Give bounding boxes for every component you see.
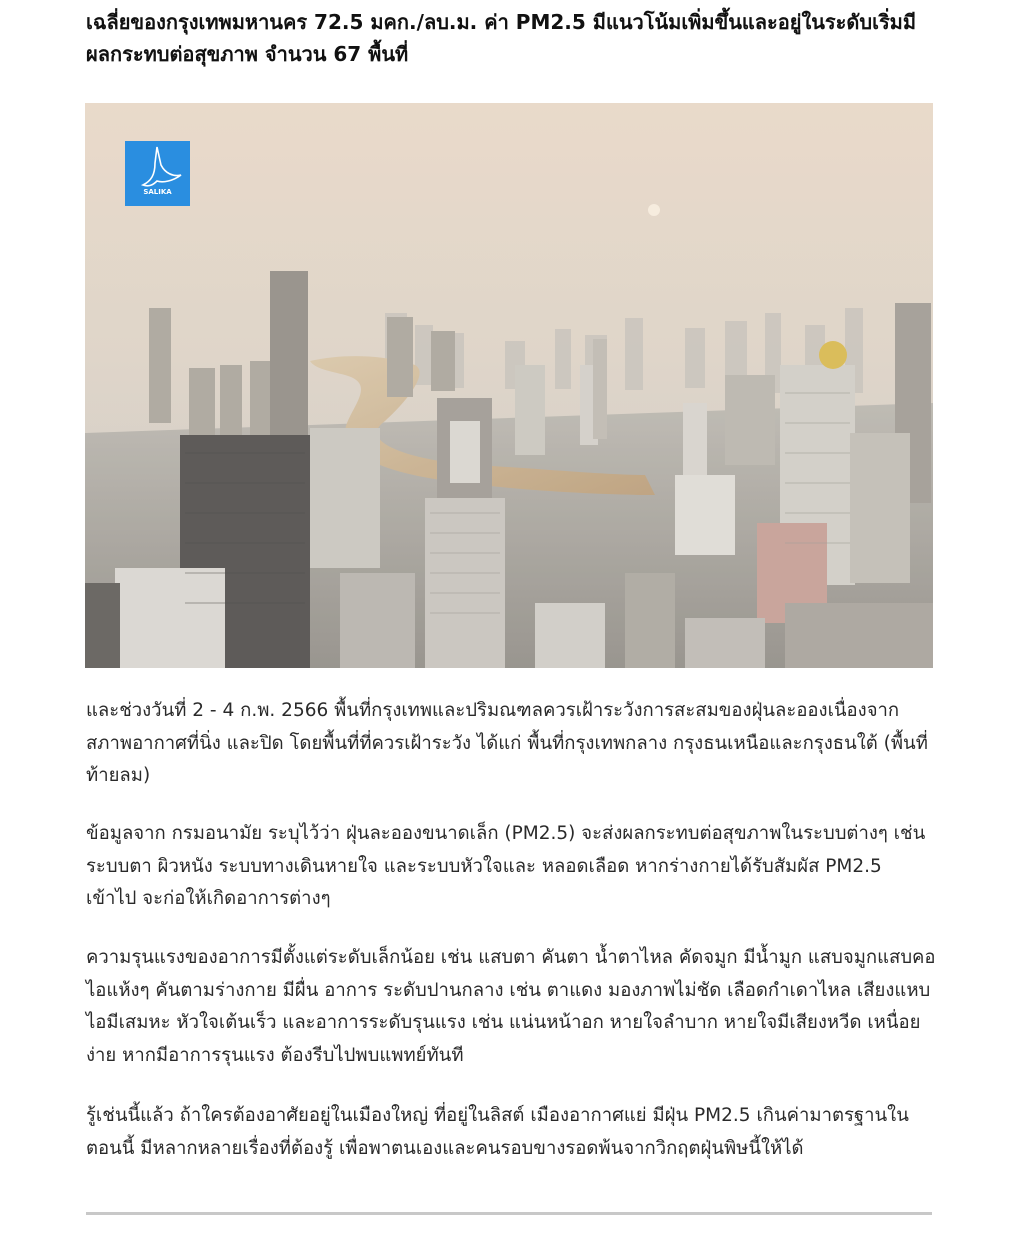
- article-paragraph: รู้เช่นนี้แล้ว ถ้าใครต้องอาศัยอยู่ในเมืองใหญ่ ที่อยู่ในลิสต์ เมืองอากาศแย่ มีฝุ่น PM2.5 เกินค่ามาตรฐานในตอนนี้ มีหลากหลายเรื่องที่ต้องรู้ เพื่อพาตนเองและคนรอบขางรอดพ้นจากวิกฤตฝุ่นพิษนี้ให้ได้: [86, 1105, 909, 1159]
- article-paragraph: และช่วงวันที่ 2 - 4 ก.พ. 2566 พื้นที่กรุงเทพและปริมณฑลควรเฝ้าระวังการสะสมของฝุ่นละอองเนื่องจากสภาพอากาศที่นิ่ง และปิด โดยพื้นที่ที่ควรเฝ้าระวัง ได้แก่ พื้นที่กรุงเทพกลาง กรุงธนเหนือและกรุงธนใต้ (พื้นที่ท้ายลม): [86, 700, 928, 786]
- bird-icon: [125, 141, 190, 206]
- article-photo-bangkok-skyline: [85, 103, 933, 668]
- article-paragraph: ข้อมูลจาก กรมอนามัย ระบุไว้ว่า ฝุ่นละอองขนาดเล็ก (PM2.5) จะส่งผลกระทบต่อสุขภาพในระบบต่างๆ เช่น ระบบตา ผิวหนัง ระบบทางเดินหายใจ และระบบหัวใจและ หลอดเลือด หากร่างกายได้รับสัมผัส PM2.5 เข้าไป จะก่อให้เกิดอาการต่างๆ: [86, 823, 926, 909]
- logo-text: SALIKA: [143, 188, 172, 196]
- article-lead: เฉลี่ยของกรุงเทพมหานคร 72.5 มคก./ลบ.ม. ค่า PM2.5 มีแนวโน้มเพิ่มขึ้นและอยู่ในระดับเริ่มมีผลกระทบต่อสุขภาพ จำนวน 67 พื้นที่: [86, 10, 917, 66]
- article-paragraph: ความรุนแรงของอาการมีตั้งแต่ระดับเล็กน้อย เช่น แสบตา คันตา น้ำตาไหล คัดจมูก มีน้ำมูก แสบจมูกแสบคอ ไอแห้งๆ คันตามร่างกาย มีผื่น อาการ ระดับปานกลาง เช่น ตาแดง มองภาพไม่ชัด เลือดกำเดาไหล เสียงแหบ ไอมีเสมหะ หัวใจเต้นเร็ว และอาการระดับรุนแรง เช่น แน่นหน้าอก หายใจลำบาก หายใจมีเสียงหวีด เหนื่อยง่าย หากมีอาการรุนแรง ต้องรีบไปพบแพทย์ทันที: [86, 947, 936, 1066]
- salika-logo: [125, 141, 190, 206]
- section-divider: [86, 1212, 932, 1215]
- skyline-illustration: [85, 103, 933, 668]
